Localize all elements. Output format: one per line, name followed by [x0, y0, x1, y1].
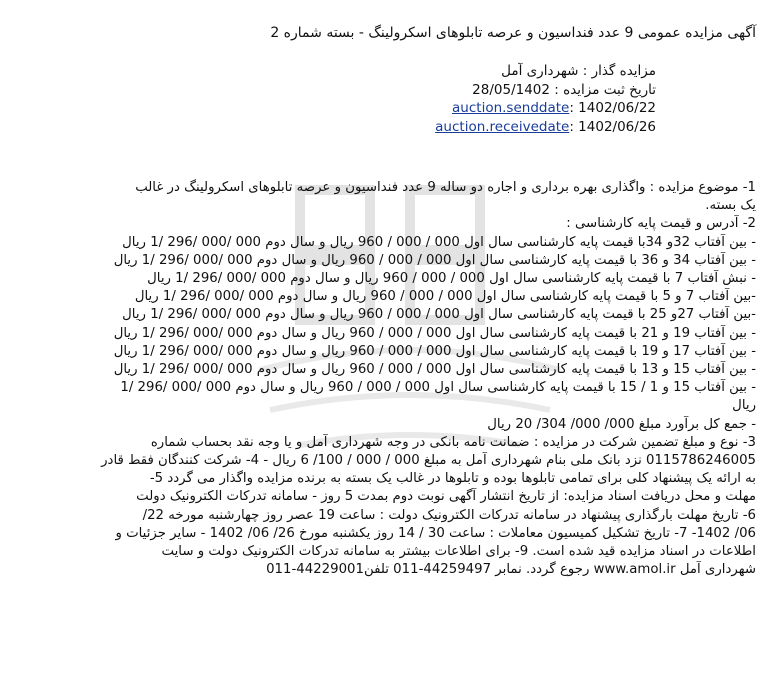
body-line: - جمع کل برآورد مبلغ 000/ 000/ 304/ 20 ریال: [487, 416, 756, 432]
body-line: 6- تاریخ مهلت بارگذاری پیشنهاد در سامانه تدرکات الکترونیک دولت : ساعت 19 عصر روز چهارشنبه مورخه 22/: [142, 507, 756, 523]
auctioneer: مزایده گذار : شهرداری آمل: [501, 63, 656, 79]
body-line: اطلاعات در اسناد مزایده قید شده است. 9- برای اطلاعات بیشتر به سامانه تدرکات الکترونیک دولت و سایت: [161, 544, 756, 560]
body-line: مهلت و محل دریافت اسناد مزایده: از تاریخ انتشار آگهی نوبت دوم بمدت 5 روز - سامانه تدرکات الکترونیک دولت: [136, 489, 756, 505]
body-line: - بین آفتاب 15 و 13 با قیمت پایه کارشناسی سال اول 000 / 000 / 960 ریال و سال دوم 000 /000 /296 /1 ریال: [113, 362, 756, 378]
page-title: آگهی مزایده عمومی 9 عدد فنداسیون و عرصه تابلوهای اسکرولینگ - بسته شماره 2: [270, 25, 756, 41]
body-line: -بین آفتاب 7 و 5 با قیمت پایه کارشناسی سال اول 000 / 000 / 960 ریال و سال دوم 000 /000 /296 /1 ریال: [134, 289, 756, 305]
send-date-row: [356, 99, 656, 118]
body-line: 3- نوع و مبلغ تضمین شرکت در مزایده : ضمانت نامه بانکی در وجه شهرداری آمل و یا وجه نقد بحساب شماره: [150, 434, 756, 450]
receive-date-value: : 1402/06/26: [569, 118, 656, 135]
receive-date-row: [356, 118, 656, 137]
body-line: ریال: [732, 398, 756, 414]
body-line: 1- موضوع مزایده : واگذاری بهره برداری و اجاره دو ساله 9 عدد فنداسیون و عرصه تابلوهای اسکرولینگ در غالب: [135, 180, 756, 195]
body-line: - بین آفتاب 32و 34با قیمت پایه کارشناسی سال اول 000 / 000 / 960 ریال و سال دوم 000 /000 /296 /1 ریال: [122, 234, 756, 250]
body-line: - بین آفتاب 15 و 1 / 15 با قیمت پایه کارشناسی سال اول 000 / 000 / 960 ریال و سال دوم 000 /000 /296 /1: [120, 380, 756, 396]
body-line: - بین آفتاب 34 و 36 با قیمت پایه کارشناسی سال اول 000 / 000 / 960 ریال و سال دوم 000 /000 /296 /1 ریال: [113, 252, 756, 268]
body-line: 2- آدرس و قیمت پایه کارشناسی :: [566, 216, 756, 232]
send-date-value: : 1402/06/22: [569, 100, 656, 116]
body-line: -بین آفتاب 27و 25 با قیمت پایه کارشناسی سال اول 000 / 000 / 960 ریال و سال دوم 000 /000 /296 /1 ریال: [122, 307, 756, 323]
body-line: یک بسته.: [705, 198, 756, 214]
body-line: به ارائه یک پیشنهاد کلی برای تمامی تابلوها بوده و تابلوها در غالب یک بسته به برنده مزایده واگذار می گردد 5-: [149, 471, 756, 487]
body-line: - نبش آفتاب 7 با قیمت پایه کارشناسی سال اول 000 / 000 / 960 ریال و سال دوم 000 /000 /296 /1 ریال: [147, 271, 756, 287]
ad-body: [16, 179, 756, 579]
body-line: - بین آفتاب 19 و 21 با قیمت پایه کارشناسی سال اول 000 / 000 / 960 ریال و سال دوم 000 /000 /296 /1 ریال: [113, 325, 756, 341]
registration-date: تاریخ ثبت مزایده : 28/05/1402: [472, 81, 656, 98]
body-line: - بین آفتاب 17 و 19 با قیمت پایه کارشناسی سال اول 000 / 000 / 960 ریال و سال دوم 000 /000 /296 /1 ریال: [113, 343, 756, 359]
body-line: 0115786246005 نزد بانک ملی بنام شهرداری آمل به مبلغ 000 / 000 / 100/ 6 ریال - 4- شرکت کنندگان فقط قادر: [101, 453, 756, 469]
auction-meta: [356, 62, 656, 136]
body-line: شهرداری آمل www.amol.ir رجوع گردد. نمابر 44259497-011 تلفن44229001-011: [266, 562, 756, 578]
send-date-link[interactable]: auction.senddate: [452, 100, 570, 116]
receive-date-link[interactable]: auction.receivedate: [435, 118, 570, 135]
body-line: 06/ 1402- 7- تاریخ تشکیل کمیسیون معاملات : ساعت 30 / 14 روز یکشنبه مورخ 26/ 06/ 1402 - سایر جزئیات و: [115, 525, 756, 541]
